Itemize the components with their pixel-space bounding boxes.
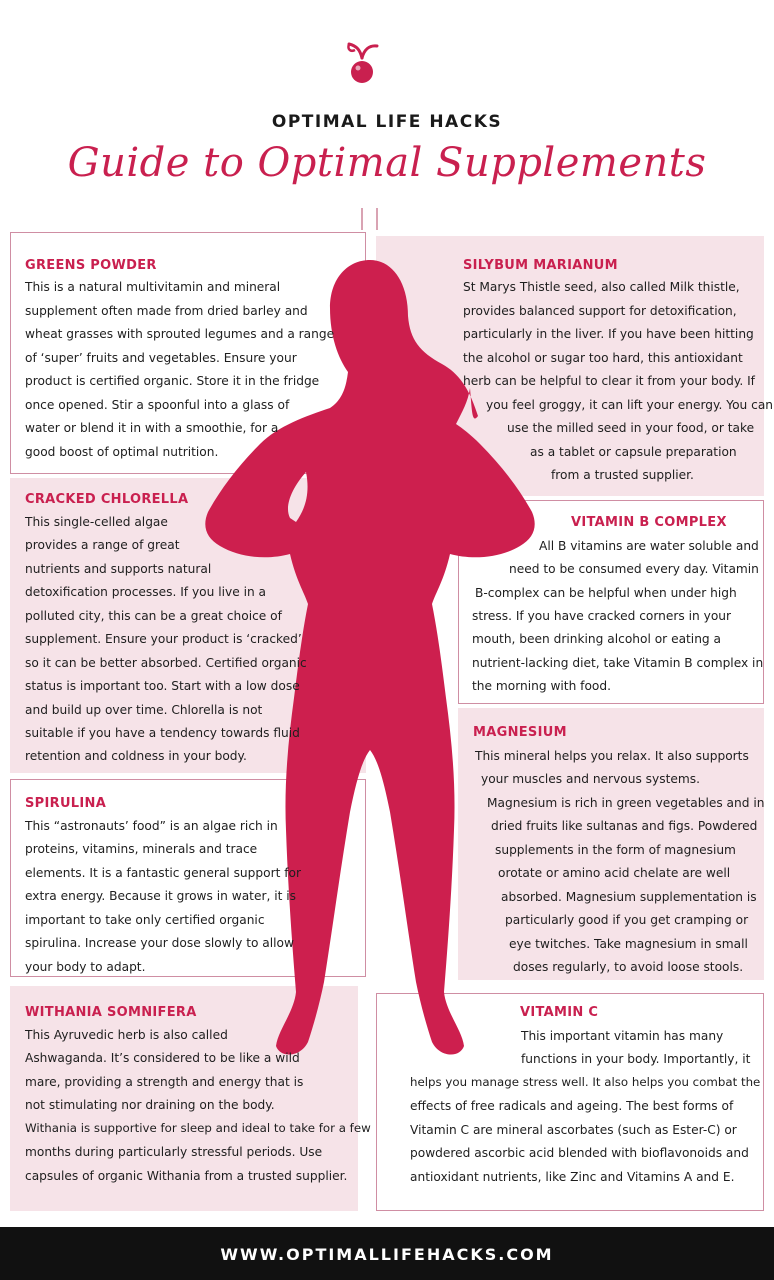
withania-line: Ashwaganda. It’s considered to be like a wild xyxy=(25,1051,300,1065)
greens-line: This is a natural multivitamin and mineral xyxy=(25,280,281,294)
vitc-line: effects of free radicals and ageing. The best forms of xyxy=(410,1099,734,1113)
withania-line: not stimulating nor draining on the body. xyxy=(25,1098,275,1112)
vitb-line: nutrient-lacking diet, take Vitamin B complex in xyxy=(472,656,764,670)
vitc-line: helps you manage stress well. It also helps you combat the xyxy=(410,1075,761,1089)
greens-line: product is certified organic. Store it in the fridge xyxy=(25,374,320,388)
silybum-line: the alcohol or sugar too hard, this antioxidant xyxy=(463,351,743,365)
chlorella-line: so it can be better absorbed. Certified organic xyxy=(25,656,307,670)
vitc-line: antioxidant nutrients, like Zinc and Vitamins A and E. xyxy=(410,1170,735,1184)
magnesium-line: This mineral helps you relax. It also supports xyxy=(475,749,749,763)
greens-heading: GREENS POWDER xyxy=(25,258,157,273)
chlorella-line: and build up over time. Chlorella is not xyxy=(25,703,263,717)
spirulina-line: spirulina. Increase your dose slowly to allow xyxy=(25,936,294,950)
magnesium-heading: MAGNESIUM xyxy=(473,725,567,740)
vitc-line: functions in your body. Importantly, it xyxy=(521,1052,751,1066)
greens-line: good boost of optimal nutrition. xyxy=(25,445,219,459)
spirulina-line: This “astronauts’ food” is an algae rich in xyxy=(25,819,278,833)
vitc-line: powdered ascorbic acid blended with bioflavonoids and xyxy=(410,1146,749,1160)
greens-line: once opened. Stir a spoonful into a glass of xyxy=(25,398,290,412)
page-title: Guide to Optimal Supplements xyxy=(67,140,707,186)
magnesium-line: absorbed. Magnesium supplementation is xyxy=(501,890,757,904)
chlorella-line: provides a range of great xyxy=(25,538,180,552)
vitb-line: the morning with food. xyxy=(472,679,611,693)
spirulina-line: proteins, vitamins, minerals and trace xyxy=(25,842,258,856)
withania-line: capsules of organic Withania from a trusted supplier. xyxy=(25,1169,348,1183)
chlorella-line: suitable if you have a tendency towards fluid xyxy=(25,726,300,740)
magnesium-line: doses regularly, to avoid loose stools. xyxy=(513,960,744,974)
vitb-heading: VITAMIN B COMPLEX xyxy=(571,515,727,530)
vitb-line: All B vitamins are water soluble and xyxy=(539,539,759,553)
magnesium-line: Magnesium is rich in green vegetables and in xyxy=(487,796,765,810)
chlorella-line: supplement. Ensure your product is ‘cracked’ xyxy=(25,632,302,646)
silybum-heading: SILYBUM MARIANUM xyxy=(463,258,618,273)
vitc-line: Vitamin C are mineral ascorbates (such as Ester-C) or xyxy=(410,1123,737,1137)
silybum-line: use the milled seed in your food, or take xyxy=(507,421,755,435)
withania-heading: WITHANIA SOMNIFERA xyxy=(25,1005,197,1020)
chlorella-line: polluted city, this can be a great choice of xyxy=(25,609,282,623)
magnesium-line: dried fruits like sultanas and figs. Powdered xyxy=(491,819,758,833)
magnesium-line: supplements in the form of magnesium xyxy=(495,843,736,857)
withania-line: Withania is supportive for sleep and ideal to take for a few xyxy=(25,1121,371,1135)
silybum-line: you feel groggy, it can lift your energy. You can xyxy=(486,398,774,412)
silybum-line: herb can be helpful to clear it from your body. If xyxy=(463,374,755,388)
silybum-line: St Marys Thistle seed, also called Milk thistle, xyxy=(463,280,740,294)
brand-name: OPTIMAL LIFE HACKS xyxy=(271,112,503,132)
greens-line: supplement often made from dried barley and xyxy=(25,304,308,318)
chlorella-line: detoxification processes. If you live in a xyxy=(25,585,267,599)
spirulina-heading: SPIRULINA xyxy=(25,796,107,811)
spirulina-line: elements. It is a fantastic general support for xyxy=(25,866,301,880)
silybum-line: provides balanced support for detoxification, xyxy=(463,304,737,318)
spirulina-line: your body to adapt. xyxy=(25,960,146,974)
vitb-line: B-complex can be helpful when under high xyxy=(475,586,737,600)
vitc-line: This important vitamin has many xyxy=(521,1029,724,1043)
withania-line: mare, providing a strength and energy that is xyxy=(25,1075,304,1089)
spirulina-line: extra energy. Because it grows in water, it is xyxy=(25,889,296,903)
chlorella-line: status is important too. Start with a low dose xyxy=(25,679,300,693)
withania-line: months during particularly stressful periods. Use xyxy=(25,1145,323,1159)
magnesium-line: your muscles and nervous systems. xyxy=(481,772,700,786)
magnesium-line: particularly good if you get cramping or xyxy=(505,913,749,927)
silybum-line: particularly in the liver. If you have been hitting xyxy=(463,327,754,341)
silybum-line: as a tablet or capsule preparation xyxy=(530,445,737,459)
spirulina-line: important to take only certified organic xyxy=(25,913,265,927)
cherry-logo-icon xyxy=(337,38,387,88)
website-link[interactable]: WWW.OPTIMALLIFEHACKS.COM xyxy=(220,1245,554,1264)
greens-line: water or blend it in with a smoothie, for a xyxy=(25,421,279,435)
chlorella-line: retention and coldness in your body. xyxy=(25,749,247,763)
greens-line: of ‘super’ fruits and vegetables. Ensure your xyxy=(25,351,297,365)
vitb-line: need to be consumed every day. Vitamin xyxy=(509,562,759,576)
greens-line: wheat grasses with sprouted legumes and a range xyxy=(25,327,335,341)
withania-line: This Ayruvedic herb is also called xyxy=(25,1028,228,1042)
vitb-line: stress. If you have cracked corners in your xyxy=(472,609,732,623)
magnesium-line: orotate or amino acid chelate are well xyxy=(498,866,731,880)
chlorella-line: nutrients and supports natural xyxy=(25,562,212,576)
chlorella-line: This single-celled algae xyxy=(25,515,168,529)
magnesium-line: eye twitches. Take magnesium in small xyxy=(509,937,748,951)
silybum-line: from a trusted supplier. xyxy=(551,468,694,482)
vitc-heading: VITAMIN C xyxy=(520,1005,599,1020)
vitb-line: mouth, been drinking alcohol or eating a xyxy=(472,632,721,646)
chlorella-heading: CRACKED CHLORELLA xyxy=(25,492,189,507)
